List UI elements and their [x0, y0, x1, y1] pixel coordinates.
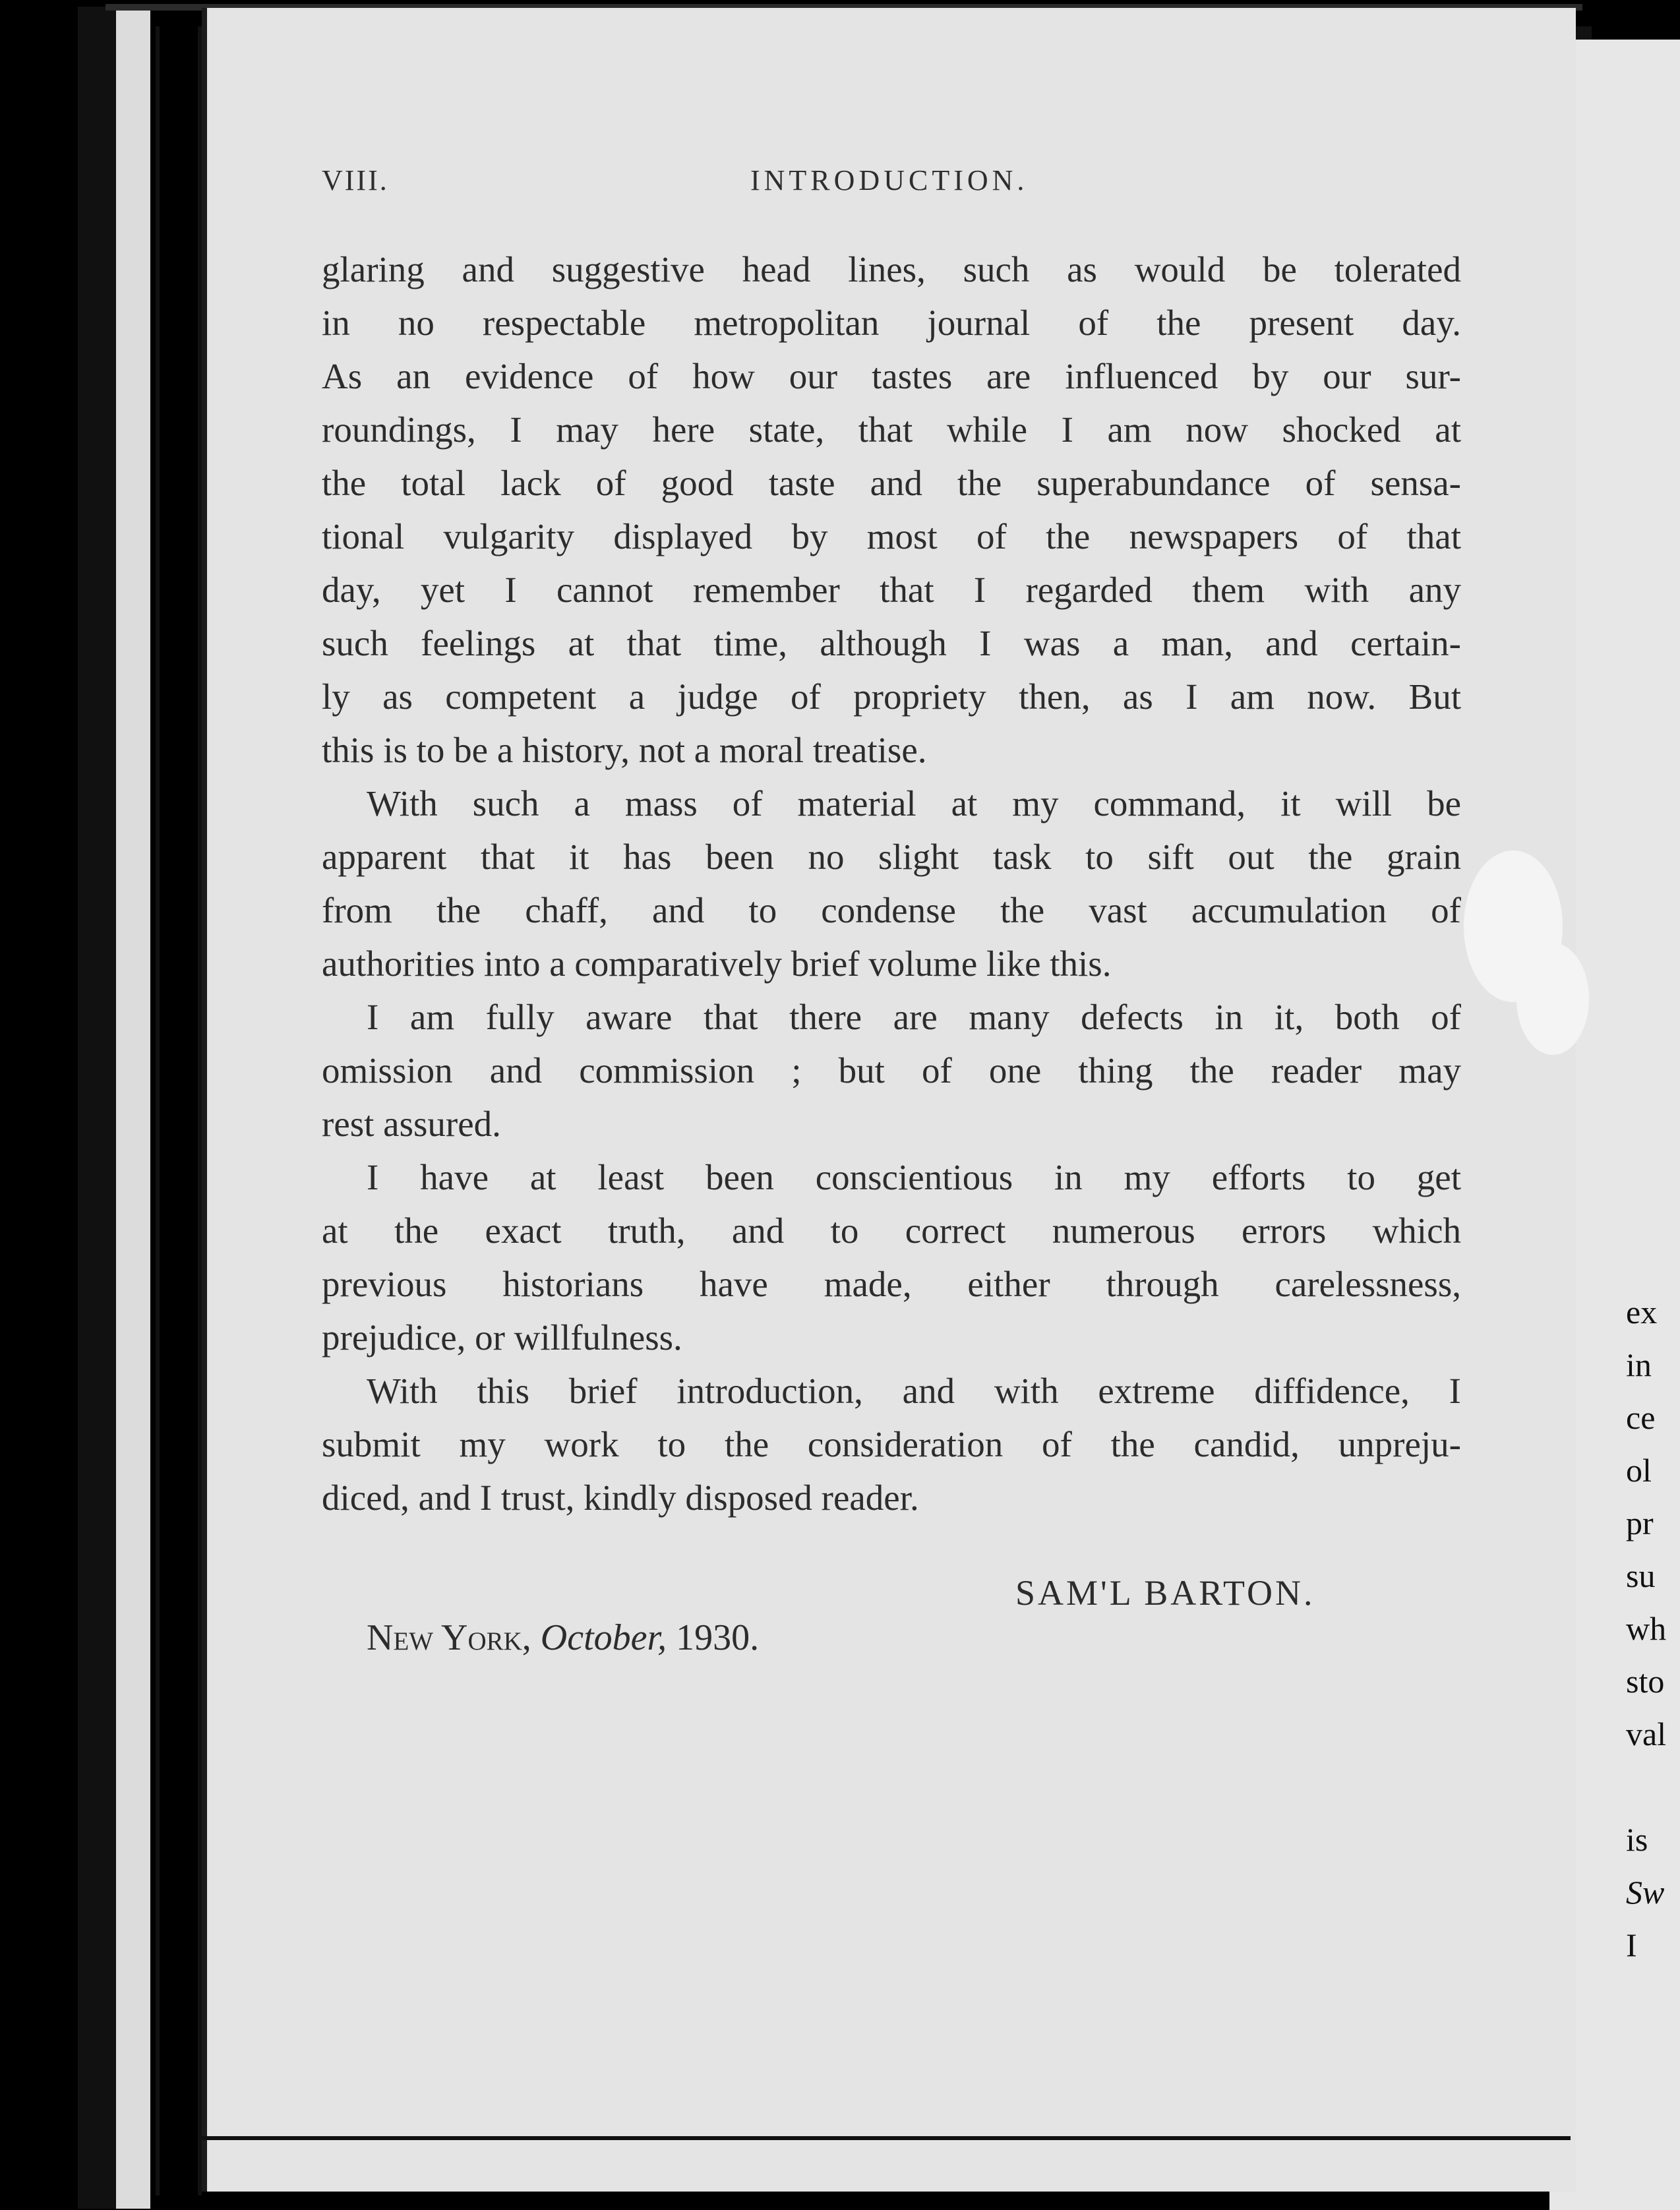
fragment-line: I [1626, 1926, 1637, 1963]
fragment-line: val [1626, 1716, 1667, 1752]
dateline-year: 1930. [676, 1617, 760, 1658]
dateline [367, 1617, 759, 1659]
text-line: submit my work to the consideration of the candid, unpreju- [322, 1424, 1461, 1464]
text-line: day, yet I cannot remember that I regarded them with any [322, 570, 1461, 610]
fragment-line: in [1626, 1346, 1652, 1383]
text-line: apparent that it has been no slight task to sift out the grain [322, 837, 1461, 877]
text-line: With this brief introduction, and with extreme diffidence, I [367, 1371, 1461, 1411]
text-line: rest assured. [322, 1104, 501, 1144]
fragment-line: su [1626, 1557, 1656, 1594]
fragment-line: ce [1626, 1399, 1656, 1436]
fragment-line: wh [1626, 1610, 1667, 1647]
text-line: such feelings at that time, although I was a man, and certain- [322, 623, 1461, 663]
text-line: roundings, I may here state, that while I am now shocked at [322, 409, 1461, 450]
text-line: glaring and suggestive head lines, such as would be tolerated [322, 249, 1461, 289]
fragment-line: ol [1626, 1452, 1652, 1489]
text-line: this is to be a history, not a moral treatise. [322, 730, 927, 770]
text-line: diced, and I trust, kindly disposed reader. [322, 1478, 919, 1518]
fragment-line: ex [1626, 1294, 1658, 1330]
running-title: INTRODUCTION. [750, 164, 1029, 196]
text-line: ly as competent a judge of propriety then, as I am now. But [322, 676, 1461, 717]
text-line: I am fully aware that there are many defects in it, both of [367, 997, 1461, 1037]
text-line: tional vulgarity displayed by most of the newspapers of that [322, 516, 1461, 556]
fragment-line: sto [1626, 1663, 1665, 1700]
text-line: in no respectable metropolitan journal of the present day. [322, 303, 1461, 343]
text-line: previous historians have made, either through carelessness, [322, 1264, 1461, 1304]
text-line: I have at least been conscientious in my efforts to get [367, 1157, 1461, 1197]
text-line: authorities into a comparatively brief volume like this. [322, 943, 1112, 984]
fragment-line: pr [1626, 1505, 1654, 1541]
facing-page-text-fragments [1626, 1286, 1680, 1971]
dateline-place: New York, [367, 1617, 531, 1658]
author-signature: SAM'L BARTON. [1015, 1573, 1315, 1613]
fragment-line [1626, 1760, 1680, 1813]
fragment-line: is [1626, 1821, 1648, 1858]
text-line: As an evidence of how our tastes are influenced by our sur- [322, 356, 1461, 396]
body-text [322, 243, 1461, 1524]
text-line: from the chaff, and to condense the vast accumulation of [322, 890, 1461, 930]
text-line: With such a mass of material at my command, it will be [367, 783, 1461, 823]
text-line: omission and commission ; but of one thing the reader may [322, 1050, 1461, 1090]
page-number: VIII. [322, 164, 389, 196]
text-line: at the exact truth, and to correct numerous errors which [322, 1210, 1461, 1251]
dateline-month: October, [540, 1617, 667, 1658]
fragment-line: Sw [1626, 1874, 1665, 1911]
text-line: prejudice, or willfulness. [322, 1317, 682, 1358]
text-line: the total lack of good taste and the superabundance of sensa- [322, 463, 1461, 503]
